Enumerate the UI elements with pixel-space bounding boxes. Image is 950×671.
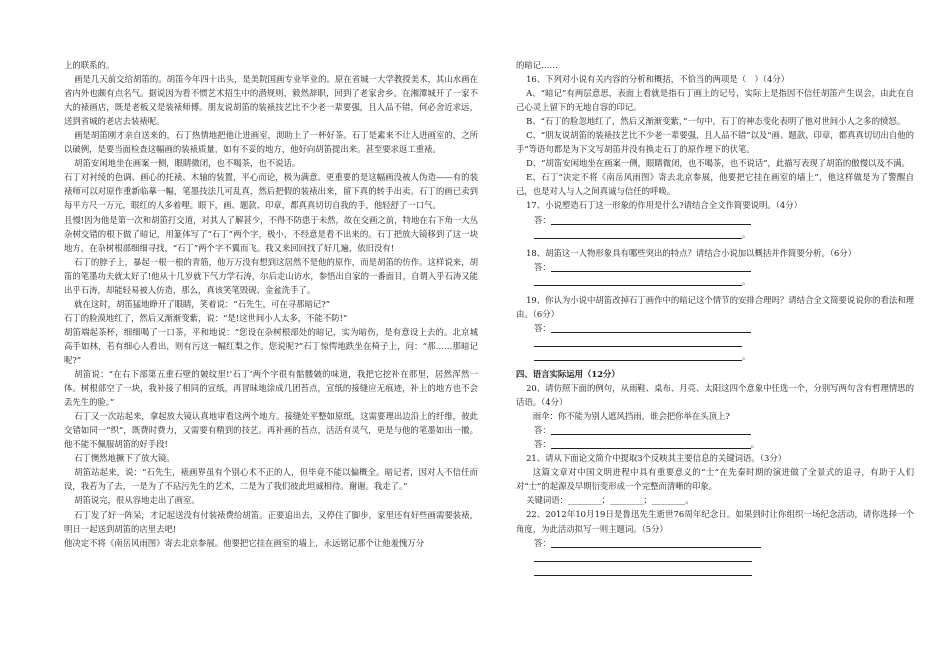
answer-blank[interactable]: [534, 350, 742, 361]
answer-label: 答：: [534, 537, 551, 548]
story-paragraph: 画是几天前交给胡笛的。胡笛今年四十出头，是美院国画专业毕业的。原在省城一大学教授美术，其山水画在省内外也颇有点名气。据说因为看不惯艺术招生中的潜规则，毅然辞职，回到了老家舍乡。在湘潭城开了一家不大的裱画店，既是老板又是装裱师傅。朋友说胡笛的装裱技艺比不少老一辈要强，且人品不错，何必舍近求远，送到省城的老店去装裱呢。: [64, 74, 478, 127]
answer-line[interactable]: [516, 321, 914, 335]
answer-blank[interactable]: [551, 424, 751, 435]
question-16-option-a: A、“暗记”有两层意思，表面上看就是指石丁画上的记号，实际上是指因不信任胡笛产生误会，由此在自己心灵上留下的无地自容的印记。: [516, 88, 914, 113]
question-21-stem: 21、请从下面论文简介中提取3个反映其主要信息的关键词语。（3分）: [526, 453, 787, 464]
question-16-option-d: D、“胡笛安闲地坐在画案一侧，眼睛微闭，也不喝茶，也不说话”，此描写表现了胡笛的傲慢以及不满。: [526, 158, 910, 169]
answer-line[interactable]: [516, 335, 914, 349]
question-17-stem: 17、小说塑造石丁这一形象的作用是什么?请结合全文作简要说明。（4分）: [526, 200, 802, 211]
answer-end: 。: [750, 439, 760, 450]
story-paragraph: 画是胡笛刚才亲自送来的，石丁热情地把他让进画室，沏助上了一杯好茶。石丁是素来不让人进画室的，之所以破例，是要当面检查这幅画的装裱质量，如有不妥的地方，他好向胡笛提出来。甚至要求返工重裱。: [64, 130, 478, 155]
answer-blank[interactable]: [534, 275, 742, 286]
story-paragraph: 石丁对衬绫的色调、画心的托裱、木轴的装置，平心而论，极为满意。更重要的是这幅画没被人伪造——有的装裱师可以对原作重新临摹一幅，笔墨技法几可乱真，然后把假的装裱出来，留下真的转手出卖。石丁的画已卖到每平方尺一万元，眼红的人多着哩。眼下，画、题款、印章，都真真切切自我的手，他轻舒了一口气。: [64, 172, 478, 211]
question-16-option-e: E、石丁“决定不将《南岳风雨图》寄去北京参展，他要把它挂在画室的墙上”，他这样做是为了警醒自己，也是对人与人之间真诚与信任的呼唤。: [516, 172, 914, 197]
story-paragraph: 胡笛说：“在右下部第五重石壁的皴纹里!‘石丁’两个字很有骷髅皴的味道，我把它挖补在那里，居然浑然一体。树根部空了一块，我补接了相同的宣纸，再冒昧地涂成几团苔点，宣纸的接缝应无痕迹，补上的地方也不会丢先生的脸。”: [64, 369, 478, 408]
answer-blank[interactable]: [551, 438, 751, 449]
answer-blank[interactable]: [551, 261, 751, 272]
story-paragraph: 石丁懊然地撅下了放大镜。: [74, 453, 175, 464]
question-21-text: 这篇文章对中国文明进程中具有重要意义的“士”在先秦时期的演进做了全景式的追寻，有助于人们对“士”的起源及早期衍变形成一个完整而清晰的印象。: [516, 467, 914, 492]
story-paragraph: 胡笛说完，很从容地走出了画室。: [74, 495, 200, 506]
question-16-option-c: C、“朋友说胡笛的装裱技艺比不少老一辈要强，且人品不错”以及“画、题款、印章，都真真切切出自他的手”等语句都是为下文写胡笛并没有换走石丁的原作埋下的伏笔。: [516, 130, 914, 155]
answer-end: 。: [742, 350, 751, 361]
question-18-stem: 18、胡笛这一人物形象具有哪些突出的特点？请结合小说加以概括并作简要分析。（6分）: [526, 247, 857, 258]
answer-label: 答：: [534, 425, 551, 436]
answer-line[interactable]: [516, 437, 914, 451]
question-20-stem: 20、请仿照下面的例句，从雨鞋、桌布、月亮、太阳这四个意象中任选一个，分别写两句含有哲理情思的话语。（4分）: [516, 383, 914, 408]
answer-blank[interactable]: [534, 228, 742, 239]
answer-label: 答：: [534, 322, 551, 333]
answer-blank[interactable]: [551, 322, 751, 333]
story-paragraph: 且慢!因为他是第一次和胡笛打交道，对其人了解甚少，不得不防患于未然，故在交画之前，特地在右下角一大丛杂树交错的根下做了暗记，用篆体写了“石丁”两个字，极小，不经意是看不出来的。石丁把放大镜移到了这一块地方，在杂树根部细细寻找，“石丁”两个字不翼而飞。我又来回回找了好几遍，依旧没有!: [64, 214, 478, 253]
answer-line[interactable]: [516, 274, 914, 288]
question-16-stem: 16、下列对小说有关内容的分析和概括，不恰当的两项是（ ）（4分）: [526, 74, 790, 85]
story-continuation: 的暗记……: [516, 60, 558, 70]
story-paragraph: 石丁又一次站起来，拿起放大镜认真地审看这两个地方。接缝处平整如原纸，这需要理出边沿上的纤维，彼此交错如同一“织”，既费时费力，又需要有精到的技艺。再补画的苔点，活活有灵气，更是与他的笔墨如出一撤。他不能不佩服胡笛的好手段!: [64, 411, 478, 450]
answer-end: 。: [742, 275, 751, 286]
answer-blank[interactable]: [534, 551, 752, 562]
question-21-keywords[interactable]: 关键词语：________；________；________。: [526, 495, 694, 506]
answer-label: 答：: [534, 439, 551, 450]
answer-line[interactable]: [516, 349, 914, 363]
story-paragraph: 石丁的脖子上，暴起一根一根的青筋，他万万没有想到这居然不是他的原作，而是胡笛的仿作。这样说来，胡笛的笔墨功夫就太好了!他从十几岁就下气力学石涛，尔后走山访水，参悟出自家的一番面目，自谓入乎石涛又能出乎石涛，却能轻易被人仿造，那么，真该笑笔毁砚、金盆洗手了。: [64, 256, 478, 295]
answer-label: 答：: [534, 261, 551, 272]
answer-line[interactable]: [516, 550, 914, 564]
answer-end: 。: [742, 228, 751, 239]
story-paragraph: 胡笛安闲地坐在画案一侧，眼睛微闭，也不喝茶，也不说话。: [74, 158, 301, 169]
story-paragraph: 他决定不将《南岳风雨图》寄去北京参展。他要把它挂在画室的墙上，永远铭记那个让他羞愧万分: [64, 537, 425, 548]
answer-blank[interactable]: [551, 214, 751, 225]
answer-line[interactable]: [516, 213, 914, 227]
story-paragraph: 石丁的脸漠地红了，然后又渐渐变紫，说：“是!这世间小人太多，不能不防!”: [64, 312, 348, 323]
story-paragraph: 胡笛端起茶杯，细细喝了一口茶，平和地说：“您设在杂树根部处的暗记，实为暗伤，是有意设上去的。北京城高手如林，若有细心人看出，则有污这一幅红梨之作。您说呢?”石丁惊愕地跌坐在椅子上，问：“那……那暗记呢?”: [64, 326, 478, 365]
answer-blank[interactable]: [534, 565, 752, 576]
story-paragraph: 胡笛站起来，说：“石先生，裱画界虽有个别心术不正的人，但毕竟不能以偏概全。暗记者，因对人不信任而设，我若为了去，一是为了不玷污先生的艺术，二是为了我们彼此坦诚相待。谢谢。我走了。”: [64, 467, 478, 492]
question-19-stem: 19、你认为小说中胡笛改掉石丁画作中的暗记这个情节的安排合理吗？请结合全文简要说说你的看法和理由。（6分）: [516, 294, 914, 319]
answer-line[interactable]: [516, 423, 914, 437]
story-paragraph: 石丁发了好一阵呆，才记起送没有付装裱费给胡笛。正要追出去，又停住了脚步，家里还有好些画需要装裱，明日一起送到胡笛的店里去吧!: [64, 509, 478, 534]
story-paragraph: 上的联系的。: [64, 60, 115, 70]
answer-line[interactable]: [516, 227, 914, 241]
question-20-example: 雨伞：你不能为别人遮风挡雨，谁会把你举在头顶上?: [532, 411, 730, 422]
question-16-option-b: B、“石丁的脸忽地红了，然后又渐渐变紫，”一句中，石丁的神态变化表明了他对世间小人之多的愤怒。: [526, 116, 906, 127]
question-22-stem: 22、2012年10月19日是鲁迅先生逝世76周年纪念日。如果到时让你组织一场纪念活动，请你选择一个角度，为此活动拟写一则主题词。（5分）: [516, 509, 914, 534]
answer-label: 答：: [534, 214, 551, 225]
answer-line[interactable]: [516, 564, 914, 578]
section-4-heading: 四、语言实际运用（12分）: [516, 368, 620, 379]
answer-line[interactable]: [516, 260, 914, 274]
answer-blank[interactable]: [551, 537, 761, 548]
story-paragraph: 就在这时，胡笛猛地睁开了眼睛，笑着说：“石先生，可在寻那暗记?”: [74, 298, 331, 309]
story-column: [64, 58, 478, 550]
answer-blank[interactable]: [534, 336, 742, 347]
questions-column: [516, 58, 914, 578]
answer-line[interactable]: [516, 536, 914, 550]
